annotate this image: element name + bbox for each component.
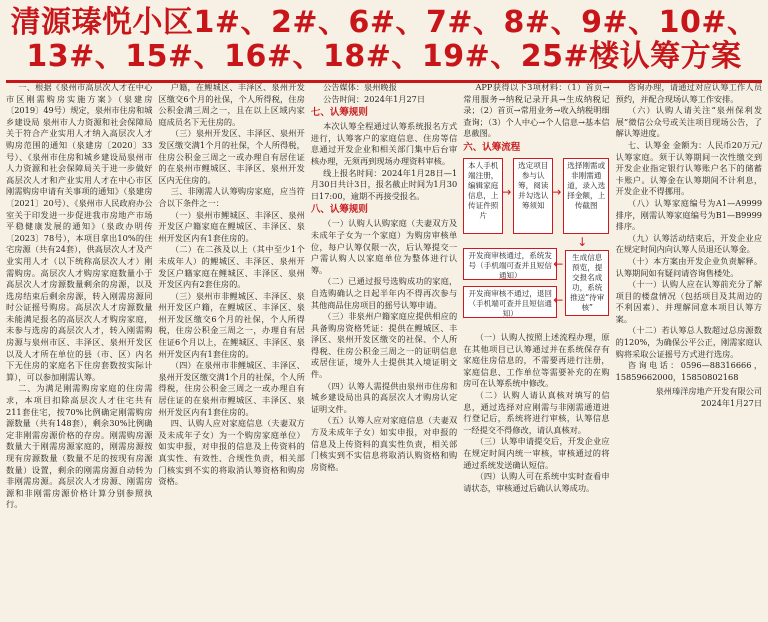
paragraph: （二）在二孩及以上（其中至少1个未成年人）的鲤城区、丰泽区、泉州开发区户籍家庭在鲤城区、丰泽区、泉州开发区内有2套住房的。 (158, 244, 305, 290)
company-name: 泉州瑧洋房地产开发有限公司 (655, 386, 763, 397)
paragraph: 本次认筹全程通过认筹系统报名方式进行，认筹客户的家庭信息、住房等信息通过开发企业和相关部门集中后台审核办理，无须再到现场办理资料审核。 (310, 121, 458, 166)
arrow-left-icon: ← (553, 256, 564, 271)
paragraph: （三）泉州开发区、丰泽区、泉州开发区缴交满1个月的社保，个人所得税，住房公积金三周之一或办理自有居住证的在泉州市鲤城区、丰泽区、泉州开发区内无住房的。 (158, 128, 305, 185)
paragraph: （十）本方案由开发企业负责解释。认筹期间如有疑问请咨询售楼处。 (615, 255, 763, 278)
flow-step-submitted: 生成信息预览，提交报名成功，系统推送“待审核” (565, 250, 609, 316)
paragraph: （六）认购人请关注“泉州保利发展”微信公众号或关注项目现场公告，了解认筹进度。 (615, 105, 763, 139)
paragraph: 户籍，在鲤城区、丰泽区、泉州开发区缴交6个月的社保，个人所得税，住房公积金满三周之一，且在以上区域内家庭成员名下无住房的。 (158, 82, 305, 127)
paragraph: 四、认购人应对家庭信息（夫妻双方及未成年子女）为一个购房家庭单位）如实申报，对申报的信息及上传资料的真实性、有效性、合规性负责，相关部门核实到不实的将取消认筹资格和购房资格。 (158, 418, 305, 487)
flow-step-approved: 开发商审核通过，系统发号（手机端可查并且短信通知） (463, 248, 557, 280)
flowchart (463, 158, 609, 328)
paragraph: （十二）若认筹总人数超过总房源数的120%，为确保公平公正，刚需家庭认购将采取公证摇号方式进行选房。 (615, 325, 763, 359)
paragraph: （十一）认购人应在认筹前充分了解项目的楼盘情况（包括项目及其周边的不利因素）、并理解同意本项目认筹方案。 (615, 279, 763, 324)
arrow-right-icon: → (501, 184, 512, 199)
flow-step-rejected: 开发商审核不通过，退回（手机端可查并且短信通知） (463, 286, 557, 318)
contact-phone: 咨询电话：0596—88316666，15859662000，15850802168 (615, 360, 763, 382)
paragraph: 公告时间：2024年1月27日 (323, 93, 426, 104)
paragraph: （一）泉州市鲤城区、丰泽区、泉州开发区户籍家庭在鲤城区、丰泽区、泉州开发区内有1套住房的。 (158, 209, 305, 243)
paragraph: 三、非刚需人认筹购房家庭，应当符合以下条件之一： (158, 186, 305, 208)
paragraph: （一）认购人认购家庭（夫妻双方及未成年子女为一个家庭）为购房审核单位，每户认筹仅限一次，后认筹提交一户需认购人以家庭单位为整体进行认筹。 (310, 218, 458, 275)
paragraph: （四）在泉州市非鲤城区、丰泽区、泉州开发区缴交满1个月的社保，个人所得税，住房公积金三周之一或办理自有居住证的在泉州市鲤城区、丰泽区、泉州开发区内有1套住房的。 (158, 360, 305, 417)
paragraph: （一）认购人按照上述流程办理，原在其他项目已认筹通过并在系统保存有家庭住房信息的，不需要再进行注册，家庭信息、工作单位等需要补充的在购房可在认筹系统中修改。 (463, 331, 610, 389)
flow-step-select-project: 选定项目参与认筹，阅读并勾选认筹须知 (513, 158, 553, 234)
article-columns (6, 82, 762, 620)
headline (0, 0, 768, 74)
column-5 (616, 82, 762, 620)
flow-step-choose-channel: 选择刚需或非刚需通道，录入选择金额，上传截图 (563, 158, 609, 234)
column-4 (463, 82, 609, 620)
arrow-right-icon: → (551, 184, 562, 199)
paragraph: （四）认购人可在系统中实时查看申请状态，审核通过后确认认筹成功。 (463, 471, 610, 493)
headline-line-2: 13#、15#、16#、18#、19#、25#楼认筹方案 (26, 39, 742, 74)
paragraph: （三）非泉州户籍家庭应提供相应的具备购房资格凭证：提供在鲤城区、丰泽区、泉州开发区缴交的社保、个人所得税、住房公积金三周之一的证明信息或居住证，境外人士提供其入境证明文件。 (310, 311, 458, 380)
section-heading: 七、认筹规则 (310, 107, 368, 119)
paragraph: 一、根据《泉州市高层次人才在中心市区刚需购房实施方案》（泉建房〔2019〕49号）规定，泉州市住房和城乡建设局 泉州市人力资源和社会保障局关于符合产业实用人才纳入高层次人才购房范围的通知（泉建房〔2020〕33号）、《泉州市住房和城乡建设局泉州市人力资源和社会保障局关于进一步做好高层次人才和产业实用人才在中心市区刚需购房申请有关事项的通知》（泉建房〔2021〕20号）、《泉州市人民政府办公室关于印发进一步促进我市房地产市场平稳健康发展的通知》（泉政办明传〔2023〕78号），本项目拿出10%的住宅房源（共有24套），供高层次人才及产业实用人才（以下统称高层次人才）刚需购房。高层次人才购房家庭数量小于高层次人才房源数量剩余的房源，以及选房结束后剩余房源，转入刚需房源同时公证摇号购房。高层次人才房源数量未能满足报名的高层次人才购房家庭，未参与选房的高层次人才，转入刚需购房源与泉州市区、丰泽区、泉州开发区以及人才所在单位的县（市、区）内名下无住房的家庭名下住房套数按实际计算），可以参加刚需认筹。 (6, 82, 153, 382)
paragraph: （八）认筹家庭编号为A1—A9999排序，刚需认筹家庭编号为B1—B9999排序。 (615, 197, 763, 232)
column-3 (311, 82, 457, 620)
paragraph: 咨询办理，请通过对应认筹工作人员预约，并配合现场认筹工作安排。 (615, 82, 763, 104)
signature-block (616, 386, 762, 409)
paragraph: （二）认购人请认真核对填写的信息，通过选择对应刚需与非刚需通道进行登记后，系统将进行审核，认筹信息一经提交不得修改，请认真核对。 (463, 389, 610, 435)
paragraph: （三）泉州市非鲤城区、丰泽区、泉州开发区户籍，在鲤城区、丰泽区、泉州开发区缴交6个月的社保，个人所得税，住房公积金三周之一，办理自有居住证6个月以上，在鲤城区、丰泽区、泉州开发区内有1套住房的。 (158, 290, 305, 359)
paragraph: APP获得以下3项材料：（1）首页→常用服务→纳税记录开具→生成纳税记录；（2）首页→常用业务→收入纳税明细查询；（3）个人中心→个人信息→基本信息截图。 (463, 82, 610, 139)
paragraph: 二、为满足刚需购房家庭的住房需求，本项目扣除高层次人才住宅共有211套住宅，按70%比例确定刚需购房源数量（共有148套），剩余30%比例确定非刚需房源价格的存房。刚需购房源数量大于刚需房源家庭的，刚需房源按现有房源数量（数量不足的按现有房源数量）设置，剩余的刚需房源自动转为非刚需房源。高层次人才房源、刚需房源和非刚需房源价格计算分别参照执行。 (6, 383, 153, 510)
publish-date: 2024年1月27日 (701, 398, 763, 409)
paragraph: （三）认筹申请提交后，开发企业应在规定时间内统一审核，审核通过的将通过系统发送确认短信。 (463, 436, 610, 470)
paragraph: 线上报名时间：2024年1月28日—1月30日共计3日，报名截止时间为1月30日17:00，逾期不再接受报名。 (310, 167, 458, 201)
column-2 (158, 82, 304, 620)
flow-step-register: 本人手机端注册，编辑家庭信息，上传证件照片 (463, 158, 503, 234)
section-heading: 六、认筹流程 (463, 141, 521, 153)
headline-line-1: 清源瑧悦小区1#、2#、6#、7#、8#、9#、10#、 (10, 5, 758, 40)
paragraph: （二）已通过报号选购成功的家庭，自选购确认之日起半年内不得再次参与其他商品住房项目的摇号认筹申请。 (310, 276, 458, 310)
arrow-left-icon: ← (553, 292, 564, 307)
arrow-down-icon: ↓ (577, 234, 588, 249)
paragraph: 七、认筹金 金额为：人民币20万元/认筹家庭。须于认筹期间一次性缴交到开发企业指定银行认筹账户名下的储蓄卡账户。认筹金在认筹期间不计利息，开发企业不得挪用。 (615, 139, 763, 197)
paragraph: （四）认筹人需提供由泉州市住房和城乡建设局出具的高层次人才购房认定证明文件。 (310, 380, 458, 414)
section-heading: 八、认筹规则 (310, 204, 368, 216)
paragraph: （五）认筹人应对家庭信息（夫妻双方及未成年子女）如实申报，对申报的信息及上传资料的真实性负责，相关部门核实到不实信息将取消认购资格和购房资格。 (310, 415, 458, 472)
paragraph: （九）认筹活动结束后，开发企业应在规定时间内向认筹人员退还认筹金。 (615, 232, 763, 255)
column-1 (6, 82, 152, 620)
paragraph: 公告媒体：泉州晚报 (323, 82, 397, 92)
